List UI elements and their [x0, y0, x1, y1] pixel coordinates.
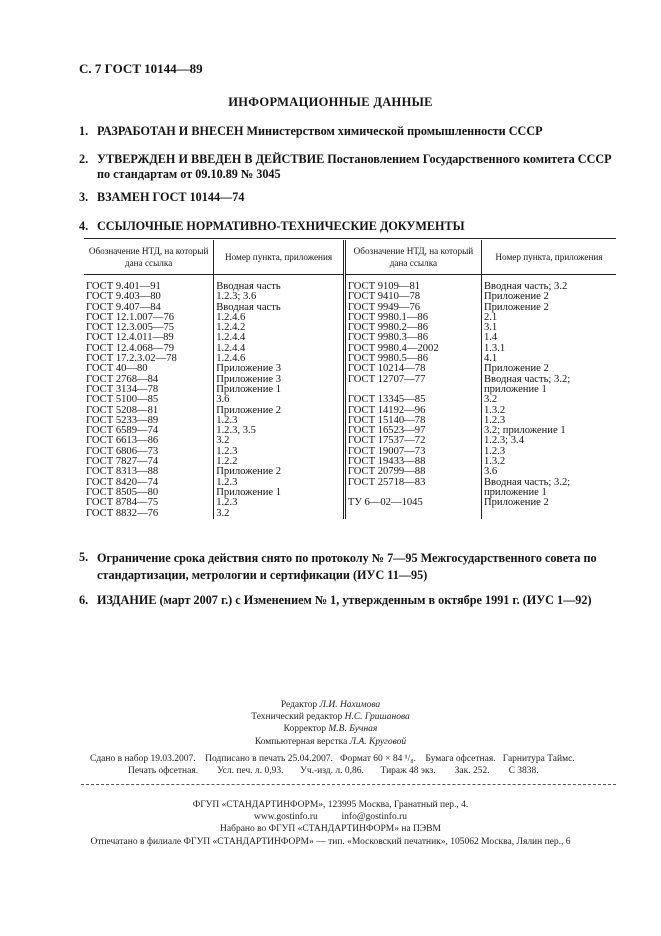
ntd-clause: Приложение 1 [214, 488, 345, 498]
ntd-designation: ГОСТ 19007—73 [344, 447, 481, 457]
ntd-designation: ГОСТ 3134—78 [86, 383, 159, 395]
ntd-clause: Вводная часть; 3.2; [481, 478, 616, 488]
section-text: Ограничение срока действия снято по протоколу № 7—95 Межгосударственного совета по стандартизации, метрологии и сертификации (ИУС 11—95) [97, 551, 597, 582]
section-number: 6. [79, 593, 89, 607]
ntd-designation: ГОСТ 9980.3—86 [344, 333, 481, 343]
header-designation: Обозначение НТД, на который дана ссылка [84, 240, 214, 275]
ntd-designation: ГОСТ 9.403—80 [86, 291, 161, 303]
document-title: ИНФОРМАЦИОННЫЕ ДАННЫЕ [228, 95, 433, 109]
ntd-clause: Приложение 2 [481, 292, 616, 302]
layout-label: Компьютерная верстка [254, 736, 350, 747]
ntd-designation: ГОСТ 14192—96 [344, 406, 481, 416]
ntd-clause: 1.2.3, 3.5 [214, 426, 345, 436]
section-3 [79, 190, 619, 205]
ntd-designation: ГОСТ 19433—88 [344, 457, 481, 467]
ntd-clause: 3.2 [214, 509, 345, 519]
section-lead: ССЫЛОЧНЫЕ НОРМАТИВНО-ТЕХНИЧЕСКИЕ ДОКУМЕНТЫ [97, 219, 465, 233]
ntd-clause: 3.6 [214, 395, 345, 405]
ntd-clause: 1.2.3 [481, 447, 616, 457]
ntd-clause: 1.3.2 [481, 457, 616, 467]
corrector-line [0, 723, 661, 735]
ntd-designation: ГОСТ 12707—77 [344, 375, 481, 385]
ntd-clause: Вводная часть; 3.2 [481, 275, 616, 293]
section-lead: РАЗРАБОТАН И ВНЕСЕН [97, 124, 244, 138]
corrector-label: Корректор [283, 724, 329, 735]
ntd-designation: ГОСТ 9410—78 [344, 292, 481, 302]
ntd-clause: 1.3.2 [481, 406, 616, 416]
ntd-designation: ГОСТ 9949—76 [344, 303, 481, 313]
ntd-designation: ГОСТ 6589—74 [86, 425, 159, 437]
ntd-clause: 1.2.3; 3.6 [214, 292, 345, 302]
ntd-clause: Приложение 2 [214, 406, 345, 416]
divider-rule [81, 784, 616, 785]
credits-block [0, 699, 661, 748]
ntd-clause: 1.2.4.4 [214, 333, 345, 343]
ntd-clause: 1.2.4.2 [214, 323, 345, 333]
print-details-2: Печать офсетная. Усл. печ. л. 0,93. Уч.-изд. л. 0,86. Тираж 48 экз. Зак. 252. С 3838. [128, 766, 539, 776]
layout-line [0, 736, 661, 748]
ntd-clause: 1.2.2 [214, 457, 345, 467]
ntd-clause: Приложение 3 [214, 375, 345, 385]
section-number: 5. [79, 550, 89, 564]
ntd-designation: ГОСТ 9980.4—2002 [344, 344, 481, 354]
section-lead: ИЗДАНИЕ [97, 593, 157, 607]
ntd-clause: 2.1 [481, 313, 616, 323]
ntd-designation: ГОСТ 12.4.068—79 [86, 342, 175, 354]
ntd-designation: ГОСТ 9980.1—86 [344, 313, 481, 323]
ntd-designation: ГОСТ 8420—74 [86, 476, 159, 488]
table-top-rule [84, 238, 616, 239]
ntd-designation: ГОСТ 10214—78 [344, 364, 481, 374]
ntd-designation: ГОСТ 8313—88 [86, 466, 159, 478]
section-lead: ВЗАМЕН ГОСТ 10144—74 [97, 190, 245, 204]
layout-name: Л.А. Круговой [349, 736, 407, 747]
ntd-designation: ГОСТ 7827—74 [86, 456, 159, 468]
ntd-clause: 3.2; приложение 1 [481, 426, 616, 436]
header-designation: Обозначение НТД, на который дана ссылка [344, 240, 481, 275]
ntd-clause: 1.2.3; 3.4 [481, 436, 616, 446]
ntd-designation: ГОСТ 5208—81 [86, 404, 159, 416]
editor-label: Редактор [280, 700, 320, 710]
ntd-designation: ГОСТ 13345—85 [344, 395, 481, 405]
ntd-designation: ГОСТ 9.407—84 [86, 301, 161, 313]
ntd-clause: приложение 1 [481, 385, 616, 395]
ntd-designation: ГОСТ 8784—75 [86, 497, 159, 509]
ntd-designation: ГОСТ 9980.2—86 [344, 323, 481, 333]
table-header-row [84, 240, 616, 275]
ntd-designation: ГОСТ 8505—80 [86, 486, 159, 498]
ntd-designation: ГОСТ 20799—88 [344, 467, 481, 477]
section-6 [79, 593, 619, 608]
ntd-clause: Приложение 3 [214, 364, 345, 374]
section-5 [79, 550, 619, 584]
ntd-clause: Вводная часть; 3.2; [481, 375, 616, 385]
ntd-designation: ГОСТ 9.401—91 [86, 281, 161, 292]
ntd-designation: ГОСТ 5100—85 [86, 394, 159, 406]
ntd-clause: 1.2.3 [214, 478, 345, 488]
ntd-designation: ГОСТ 12.4.011—89 [86, 332, 174, 344]
corrector-name: М.В. Бучная [328, 724, 378, 735]
ntd-clause: 3.2 [214, 436, 345, 446]
ntd-clause: Приложение 2 [481, 303, 616, 313]
ntd-designation: ГОСТ 25718—83 [344, 478, 481, 488]
ntd-clause: приложение 1 [481, 488, 616, 498]
page-header: С. 7 ГОСТ 10144—89 [79, 61, 203, 76]
ntd-clause: 1.3.1 [481, 344, 616, 354]
ntd-clause [481, 509, 616, 519]
ntd-clause: Приложение 2 [481, 364, 616, 374]
ntd-clause: Вводная часть [214, 275, 345, 293]
editor-line [0, 699, 661, 711]
ntd-designation [344, 509, 481, 519]
table-row [84, 509, 616, 519]
ntd-clause: Приложение 2 [214, 467, 345, 477]
ntd-designation: ГОСТ 8832—76 [86, 507, 159, 519]
ntd-designation: ГОСТ 17537—72 [344, 436, 481, 446]
reference-documents-table [84, 240, 616, 519]
section-number: 2. [79, 152, 89, 166]
section-2 [79, 152, 619, 182]
ntd-designation: ГОСТ 40—80 [86, 363, 148, 375]
ntd-designation: ГОСТ 12.3.005—75 [86, 322, 175, 334]
publisher-block [0, 799, 661, 848]
section-text: (март 2007 г.) с Изменением № 1, утвержденным в октябре 1991 г. (ИУС 1—92) [156, 593, 592, 607]
section-number: 1. [79, 124, 89, 138]
editor-name: Л.И. Нахимова [319, 700, 381, 710]
tech-editor-line [0, 711, 661, 723]
section-text: Министерством химической промышленности СССР [243, 124, 543, 138]
ntd-designation: ГОСТ 6613—86 [86, 435, 159, 447]
ntd-designation: ГОСТ 9109—81 [344, 275, 481, 293]
section-1 [79, 124, 619, 139]
ntd-designation: ГОСТ 17.2.3.02—78 [86, 353, 177, 365]
ntd-designation: ГОСТ 16523—97 [344, 426, 481, 436]
section-text: Постановлением Государственного комитета СССР по стандартам от 09.10.89 № 3045 [97, 152, 612, 181]
ntd-clause: 1.2.3 [481, 416, 616, 426]
ntd-clause: Приложение 2 [481, 498, 616, 508]
table-row [84, 498, 616, 508]
ntd-clause: Вводная часть [214, 303, 345, 313]
typeset-note: Набрано во ФГУП «СТАНДАРТИНФОРМ» на ПЭВМ [220, 824, 441, 835]
table-row [84, 275, 616, 293]
ntd-clause: 1.2.4.6 [214, 354, 345, 364]
ntd-designation: ГОСТ 6806—73 [86, 445, 159, 457]
publisher-web: www.gostinfo.ru info@gostinfo.ru [254, 812, 407, 823]
tech-editor-label: Технический редактор [251, 712, 345, 723]
ntd-clause: 1.2.3 [214, 498, 345, 508]
tech-editor-name: Н.С. Гришанова [344, 712, 410, 723]
ntd-designation: ГОСТ 15140—78 [344, 416, 481, 426]
ntd-clause: 1.2.4.6 [214, 313, 345, 323]
print-details-1: Сдано в набор 19.03.2007. Подписано в печать 25.04.2007. Формат 60 × 84 ¹/₈. Бумага офсетная. Гарнитура Таймс. [90, 754, 575, 764]
ntd-designation: ГОСТ 12.1.007—76 [86, 311, 175, 323]
ntd-designation: ТУ 6—02—1045 [344, 498, 481, 508]
ntd-clause: 1.2.3 [214, 447, 345, 457]
publisher-address: ФГУП «СТАНДАРТИНФОРМ», 123995 Москва, Гранатный пер., 4. [192, 800, 469, 810]
ntd-designation: ГОСТ 5233—89 [86, 414, 159, 426]
ntd-clause: 3.6 [481, 467, 616, 477]
section-4 [79, 219, 619, 234]
ntd-clause: 1.4 [481, 333, 616, 343]
header-clause: Номер пункта, приложения [481, 240, 616, 275]
ntd-designation: ГОСТ 9980.5—86 [344, 354, 481, 364]
printing-house: Отпечатано в филиале ФГУП «СТАНДАРТИНФОРМ» — тип. «Московский печатник», 105062 Москва, Лялин пер., 6 [90, 836, 571, 847]
section-lead: УТВЕРЖДЕН И ВВЕДЕН В ДЕЙСТВИЕ [97, 152, 325, 166]
section-number: 3. [79, 190, 89, 204]
ntd-clause: 3.1 [481, 323, 616, 333]
ntd-clause: Приложение 1 [214, 385, 345, 395]
ntd-clause: 1.2.3 [214, 416, 345, 426]
ntd-designation: ГОСТ 2768—84 [86, 373, 159, 385]
ntd-clause: 1.2.4.4 [214, 344, 345, 354]
ntd-clause: 4.1 [481, 354, 616, 364]
ntd-clause: 3.2 [481, 395, 616, 405]
header-clause: Номер пункта, приложения [214, 240, 345, 275]
section-number: 4. [79, 219, 89, 233]
